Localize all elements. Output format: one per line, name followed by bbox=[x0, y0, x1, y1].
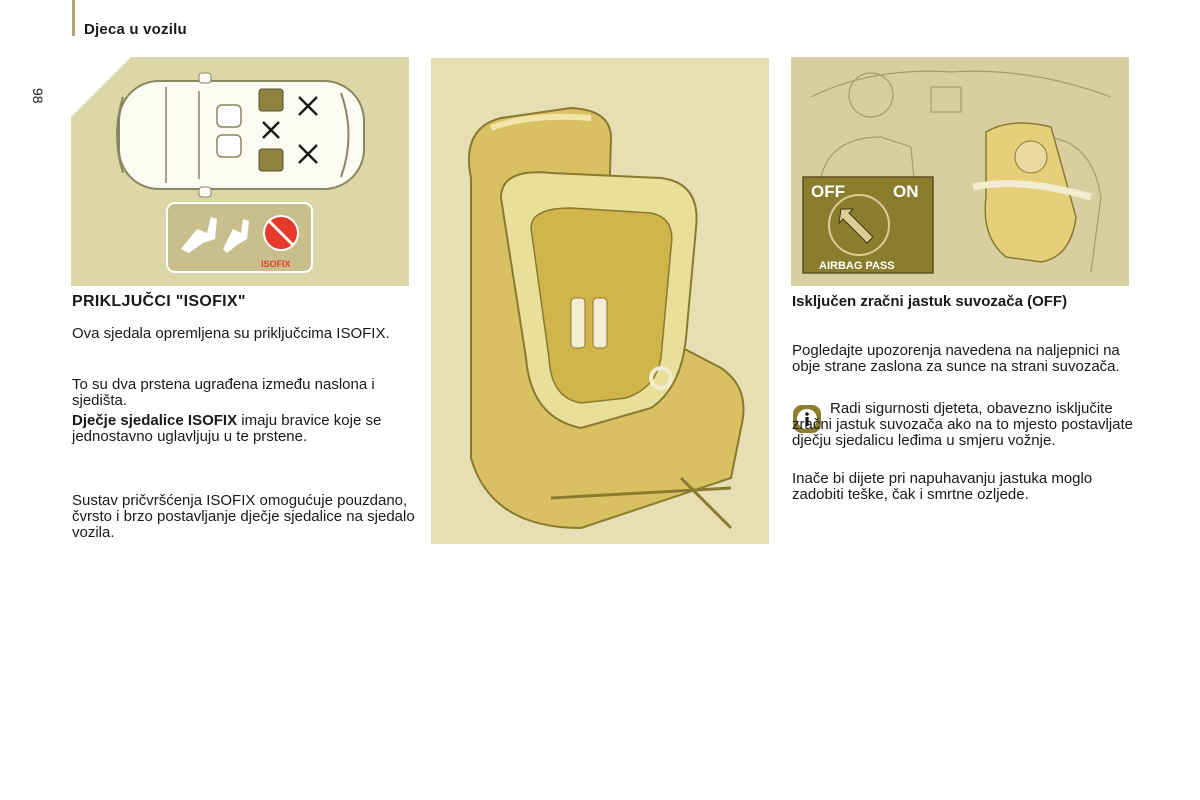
airbag-switch-illustration bbox=[791, 57, 1129, 286]
isofix-paragraph-3 bbox=[72, 413, 417, 445]
car-topview-icon bbox=[71, 57, 409, 286]
airbag-paragraph-1: Pogledajte upozorenja navedena na naljepnici na obje strane zaslona za sunce na strani suvozača. bbox=[792, 342, 1120, 375]
isofix-car-diagram bbox=[71, 57, 409, 286]
isofix-paragraph-4: Sustav pričvršćenja ISOFIX omogućuje pouzdano, čvrsto i brzo postavljanje dječje sjedalice na sjedalo vozila. bbox=[72, 492, 415, 541]
child-seat-illustration bbox=[431, 58, 769, 544]
airbag-off-label: OFF bbox=[811, 182, 845, 201]
isofix-pictogram-label: ISOFIX bbox=[261, 259, 291, 269]
page-number: 98 bbox=[30, 88, 46, 104]
isofix-paragraph-3-text: imaju bravice koje se jednostavno uglavljuju u te prstene. bbox=[72, 412, 382, 445]
airbag-info-text: Radi sigurnosti djeteta, obavezno isključite zračni jastuk suvozača ako na to mjesto postavljate dječju sjedalicu leđima u smjeru vožnje. bbox=[792, 400, 1134, 449]
isofix-term: Dječje sjedalice ISOFIX bbox=[72, 412, 238, 429]
airbag-paragraph-2: Inače bi dijete pri napuhavanju jastuka moglo zadobiti teške, čak i smrtne ozljede. bbox=[792, 470, 1093, 503]
airbag-pass-label: AIRBAG PASS bbox=[819, 260, 895, 272]
isofix-heading: PRIKLJUČCI "ISOFIX" bbox=[72, 293, 246, 310]
airbag-on-label: ON bbox=[893, 182, 919, 201]
isofix-paragraph-1: Ova sjedala opremljena su priključcima ISOFIX. bbox=[72, 325, 390, 342]
airbag-heading: Isključen zračni jastuk suvozača (OFF) bbox=[792, 293, 1068, 310]
header-accent-bar bbox=[72, 0, 75, 36]
section-title: Djeca u vozilu bbox=[84, 21, 187, 38]
isofix-paragraph-2: To su dva prstena ugrađena između naslona i sjedišta. bbox=[72, 376, 375, 409]
